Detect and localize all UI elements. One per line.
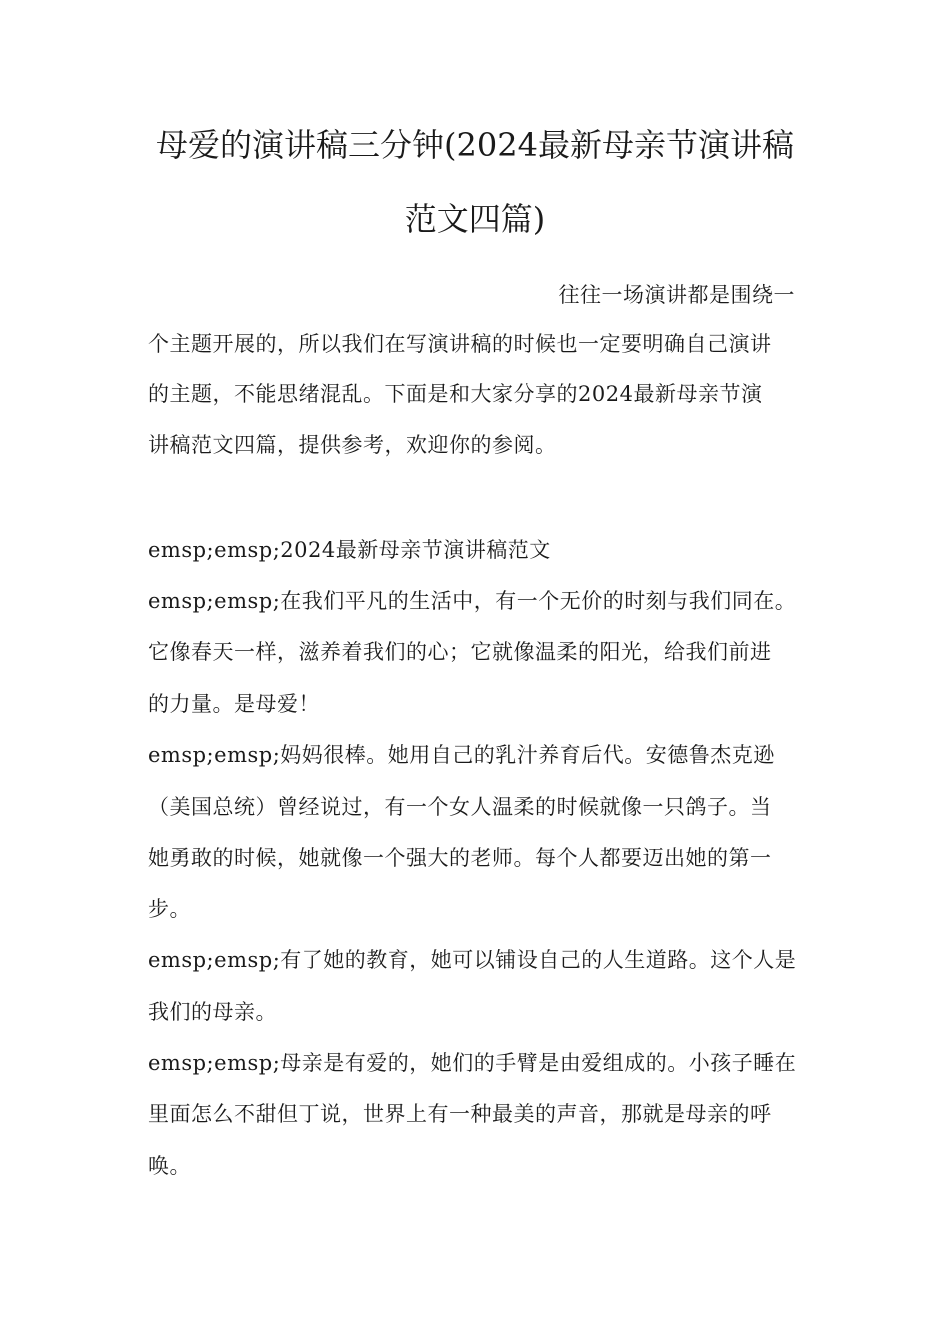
body-line-13: 唤。 [148,1154,191,1178]
intro-line-2: 个主题开展的，所以我们在写演讲稿的时候也一定要明确自己演讲 [148,332,772,356]
document-title-line-1: 母爱的演讲稿三分钟(2024最新母亲节演讲稿 [156,126,794,164]
body-line-9: emsp;emsp;有了她的教育，她可以铺设自己的人生道路。这个人是 [148,948,797,972]
intro-line-1: 往往一场演讲都是围绕一 [558,283,795,307]
body-line-4: 的力量。是母爱！ [148,692,320,716]
body-line-7: 她勇敢的时候，她就像一个强大的老师。每个人都要迈出她的第一 [148,846,772,870]
intro-line-3: 的主题，不能思绪混乱。下面是和大家分享的2024最新母亲节演 [148,382,763,406]
body-line-8: 步。 [148,897,191,921]
body-line-3: 它像春天一样，滋养着我们的心；它就像温柔的阳光，给我们前进 [148,640,772,664]
body-line-11: emsp;emsp;母亲是有爱的，她们的手臂是由爱组成的。小孩子睡在 [148,1051,797,1075]
body-line-12: 里面怎么不甜但丁说，世界上有一种最美的声音，那就是母亲的呼 [148,1102,772,1126]
body-line-6: （美国总统）曾经说过，有一个女人温柔的时候就像一只鸽子。当 [148,795,772,819]
intro-line-4: 讲稿范文四篇，提供参考，欢迎你的参阅。 [148,433,557,457]
body-line-5: emsp;emsp;妈妈很棒。她用自己的乳汁养育后代。安德鲁杰克逊 [148,743,775,767]
body-line-2: emsp;emsp;在我们平凡的生活中，有一个无价的时刻与我们同在。 [148,589,797,613]
body-line-10: 我们的母亲。 [148,1000,277,1024]
document-title-line-2: 范文四篇) [404,200,546,238]
body-line-1: emsp;emsp;2024最新母亲节演讲稿范文 [148,538,551,562]
